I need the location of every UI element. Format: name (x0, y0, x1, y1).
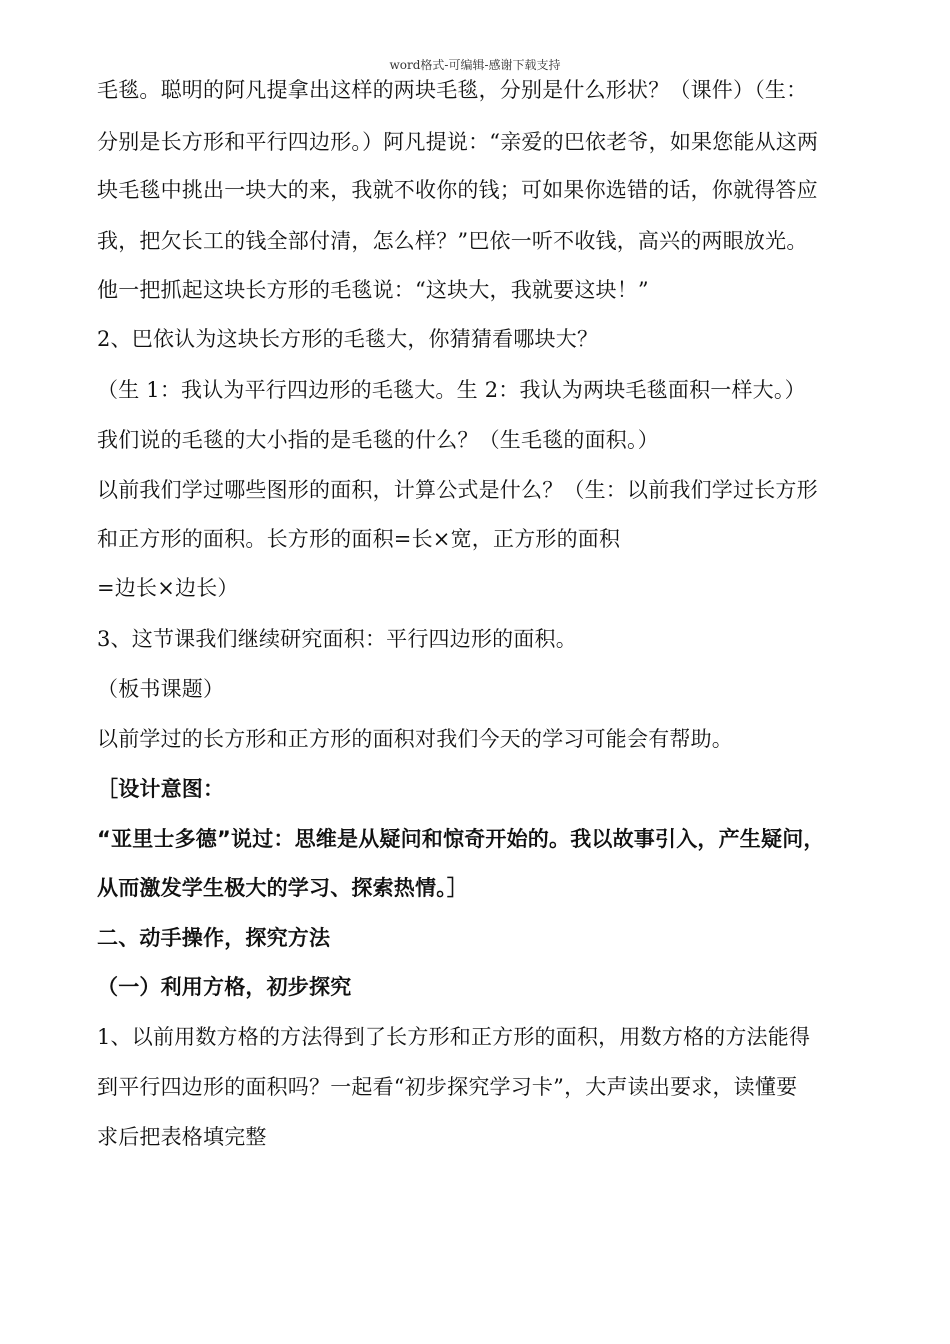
text-line-1: 毛毯。聪明的阿凡提拿出这样的两块毛毯，分别是什么形状？（课件）（生： (97, 78, 808, 102)
text-line-13: （板书课题） (97, 677, 225, 701)
design-intent-line-2: 从而激发学生极大的学习、探索热情。］ (97, 876, 469, 900)
text-line-8: 我们说的毛毯的大小指的是毛毯的什么？（生毛毯的面积。） (97, 428, 659, 452)
text-line-6: 2、巴依认为这块长方形的毛毯大，你猜猜看哪块大？ (97, 327, 599, 351)
text-line-12: 3、这节课我们继续研究面积：平行四边形的面积。 (97, 627, 577, 651)
text-line-14: 以前学过的长方形和正方形的面积对我们今天的学习可能会有帮助。 (97, 727, 733, 751)
text-line-9: 以前我们学过哪些图形的面积，计算公式是什么？（生：以前我们学过长方形 (97, 478, 818, 502)
subsection-heading: （一）利用方格，初步探究 (97, 975, 352, 999)
text-line-10: 和正方形的面积。长方形的面积=长×宽，正方形的面积 (97, 527, 621, 551)
text-line-20: 1、以前用数方格的方法得到了长方形和正方形的面积，用数方格的方法能得 (97, 1025, 811, 1049)
text-line-4: 我，把欠长工的钱全部付清，怎么样？”巴依一听不收钱，高兴的两眼放光。 (97, 229, 808, 253)
text-line-21: 到平行四边形的面积吗？一起看“初步探究学习卡”，大声读出要求，读懂要 (97, 1075, 798, 1099)
text-line-7: （生 1：我认为平行四边形的毛毯大。生 2：我认为两块毛毯面积一样大。） (97, 378, 806, 402)
text-line-2: 分别是长方形和平行四边形。）阿凡提说：“亲爱的巴依老爷，如果您能从这两 (97, 130, 819, 154)
section-heading: 二、动手操作，探究方法 (97, 926, 331, 950)
text-line-5: 他一把抓起这块长方形的毛毯说：“这块大，我就要这块！” (97, 278, 649, 302)
page-header: word格式-可编辑-感谢下载支持 (389, 58, 561, 72)
design-intent-line-1: “亚里士多德”说过：思维是从疑问和惊奇开始的。我以故事引入，产生疑问， (97, 827, 825, 851)
text-line-22: 求后把表格填完整 (97, 1125, 267, 1149)
design-intent-heading: ［设计意图： (97, 777, 225, 801)
text-line-11: =边长×边长） (97, 576, 239, 600)
text-line-3: 块毛毯中挑出一块大的来，我就不收你的钱；可如果你选错的话，你就得答应 (97, 178, 818, 202)
